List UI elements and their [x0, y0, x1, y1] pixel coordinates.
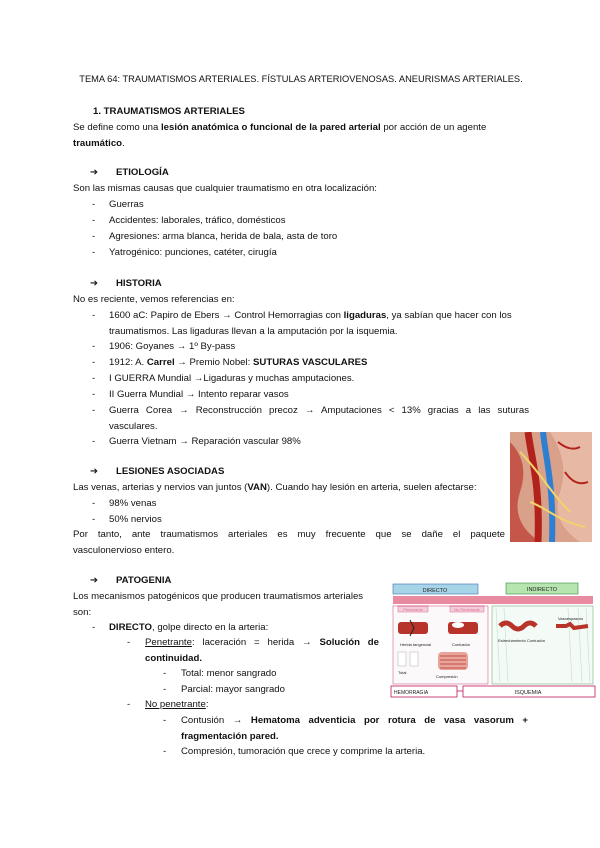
lesiones-intro [73, 480, 477, 496]
bullet: - [92, 498, 96, 509]
list-item-penetrante [145, 635, 379, 666]
list-item: Accidentes: laborales, tráfico, domésticos [109, 215, 286, 226]
heading-etiologia-label: ETIOLOGÍA [116, 167, 169, 178]
heading-lesiones-label: LESIONES ASOCIADAS [116, 466, 225, 477]
bullet: - [92, 622, 96, 633]
penetrante-text: : laceración = herida → [191, 637, 320, 648]
heading-historia-label: HISTORIA [116, 278, 162, 289]
item-text: traumatismos. Las ligaduras llevan a la amputación por la isquemia. [109, 325, 398, 337]
arrow-right-icon: ➔ [90, 466, 99, 477]
bullet: - [163, 684, 167, 695]
conclusion-text: vasculonervioso entero. [73, 544, 175, 556]
def-bold: lesión anatómica o funcional de la pared arterial [161, 122, 381, 133]
lesiones-conclusion [73, 527, 505, 558]
list-item: II Guerra Mundial → Intento reparar vasos [109, 389, 289, 400]
bullet: - [127, 699, 131, 710]
fig-hemorragia-label: HEMORRAGIA [394, 690, 429, 696]
list-item-directo [109, 620, 268, 636]
list-item: I GUERRA Mundial →Ligaduras y muchas amputaciones. [109, 373, 355, 384]
bullet: - [163, 746, 167, 757]
bullet: - [92, 341, 96, 352]
list-item: 1906: Goyanes → 1º By-pass [109, 341, 236, 352]
intro-text: ). Cuando hay lesión en arteria, suelen afectarse: [266, 482, 477, 493]
fig-compresion-label: Compresión [436, 674, 458, 679]
section-heading-traumatismos: 1. TRAUMATISMOS ARTERIALES [93, 106, 245, 117]
penetrante-bold-2: continuidad. [145, 652, 203, 664]
bullet: - [92, 436, 96, 447]
intro-bold: VAN [247, 482, 267, 493]
bullet: - [92, 357, 96, 368]
bullet: - [163, 715, 167, 726]
penetrante-line [145, 635, 379, 651]
heading-patogenia-label: PATOGENIA [116, 575, 172, 586]
fig-nopenetrante-label: No Penetrante [454, 607, 480, 612]
list-item-contusion [181, 713, 528, 744]
fig-vasoespasmo-label: Vasoespasmo [558, 616, 584, 621]
bullet: - [92, 514, 96, 525]
bullet: - [163, 668, 167, 679]
list-item-no-penetrante [145, 697, 208, 713]
fig-contusion-label: Contusión [452, 642, 471, 647]
item-text: Guerra Corea → Reconstrucción precoz → Amputaciones < 13% gracias a las suturas [109, 405, 529, 416]
def-text-2: por acción de un agente [380, 122, 487, 133]
arrow-right-icon: ➔ [90, 167, 99, 178]
heading-patogenia [90, 573, 171, 589]
fig-isquemia-label: ISQUEMIA [514, 690, 542, 696]
etiologia-intro: Son las mismas causas que cualquier traumatismo en otra localización: [73, 183, 377, 194]
bullet: - [92, 389, 96, 400]
colon: : [205, 699, 209, 710]
fig-indirecto-label: INDIRECTO [526, 587, 558, 593]
item-bold: Carrel [146, 357, 175, 368]
intro-text: Las venas, arterias y nervios van juntos ( [73, 482, 248, 493]
list-item [109, 403, 529, 434]
list-item: Yatrogénico: punciones, catéter, cirugía [109, 247, 277, 258]
def-bold-2: traumático [73, 137, 123, 149]
arrow-right-icon: ➔ [90, 575, 99, 586]
list-item: Guerra Vietnam → Reparación vascular 98% [109, 436, 301, 447]
bullet: - [92, 247, 96, 258]
intro-text: son: [73, 606, 92, 618]
contusion-line [181, 713, 528, 729]
list-item: Total: menor sangrado [181, 668, 277, 679]
item-text: 1600 aC: Papiro de Ebers → Control Hemorragias con [109, 310, 344, 321]
fig-herida-label: Herida tangencial [400, 642, 432, 647]
def-period: . [122, 137, 125, 149]
fig-directo-label: DIRECTO [422, 588, 448, 594]
penetrante-label: Penetrante [145, 637, 192, 648]
bullet: - [92, 373, 96, 384]
contusion-text: Contusión → [181, 715, 251, 726]
list-item: 50% nervios [109, 514, 162, 525]
list-item [109, 355, 367, 371]
fig-extrinseco-label: Estrechamiento Contusión [498, 638, 545, 643]
definition-paragraph [73, 120, 529, 151]
penetrante-bold: Solución de [319, 637, 380, 648]
document-title: TEMA 64: TRAUMATISMOS ARTERIALES. FÍSTULAS ARTERIOVENOSAS. ANEURISMAS ARTERIALES. [79, 74, 523, 84]
item-bold: SUTURAS VASCULARES [253, 357, 368, 368]
list-item: 98% venas [109, 498, 157, 509]
heading-etiologia [90, 165, 169, 181]
directo-bold: DIRECTO [109, 622, 152, 633]
pink-band [393, 596, 593, 604]
directo-text: , golpe directo en la arteria: [152, 622, 269, 633]
anatomy-image [510, 432, 592, 542]
item-text: , ya sabían que hacer con los [386, 310, 512, 321]
bullet: - [92, 231, 96, 242]
conclusion-text: Por tanto, ante traumatismos arteriales es muy frecuente que se dañe el paquete [73, 529, 505, 540]
heading-historia [90, 276, 162, 292]
list-item: Agresiones: arma blanca, herida de bala, asta de toro [109, 231, 338, 242]
item-text: vasculares. [109, 420, 158, 432]
heading-lesiones [90, 464, 224, 480]
bullet: - [127, 637, 131, 648]
arrow-right-icon: ➔ [90, 278, 99, 289]
bullet: - [92, 310, 96, 321]
bullet: - [92, 215, 96, 226]
item-bold: ligaduras [343, 310, 387, 321]
item-text: → Premio Nobel: [174, 357, 253, 368]
fig-penetrante-label: Penetrante [403, 607, 423, 612]
contusion-bold: Hematoma adventicia por rotura de vasa vasorum + [250, 715, 529, 726]
no-penetrante-label: No penetrante [145, 699, 206, 710]
def-text: Se define como una [73, 122, 162, 133]
list-item [109, 308, 529, 339]
intro-text: Los mecanismos patogénicos que producen traumatismos arteriales [73, 591, 364, 602]
fig-total-label: Total [398, 670, 407, 675]
artery-icon [398, 622, 428, 634]
bullet: - [92, 199, 96, 210]
item-text: 1912: A. [109, 357, 147, 368]
list-item: Guerras [109, 199, 144, 210]
mechanisms-diagram [388, 582, 598, 700]
bullet: - [92, 405, 96, 416]
list-item: Parcial: mayor sangrado [181, 684, 285, 695]
contusion-bold-2: fragmentación pared. [181, 730, 279, 742]
historia-intro: No es reciente, vemos referencias en: [73, 294, 235, 305]
patogenia-intro [73, 589, 383, 620]
list-item: Compresión, tumoración que crece y comprime la arteria. [181, 746, 426, 757]
